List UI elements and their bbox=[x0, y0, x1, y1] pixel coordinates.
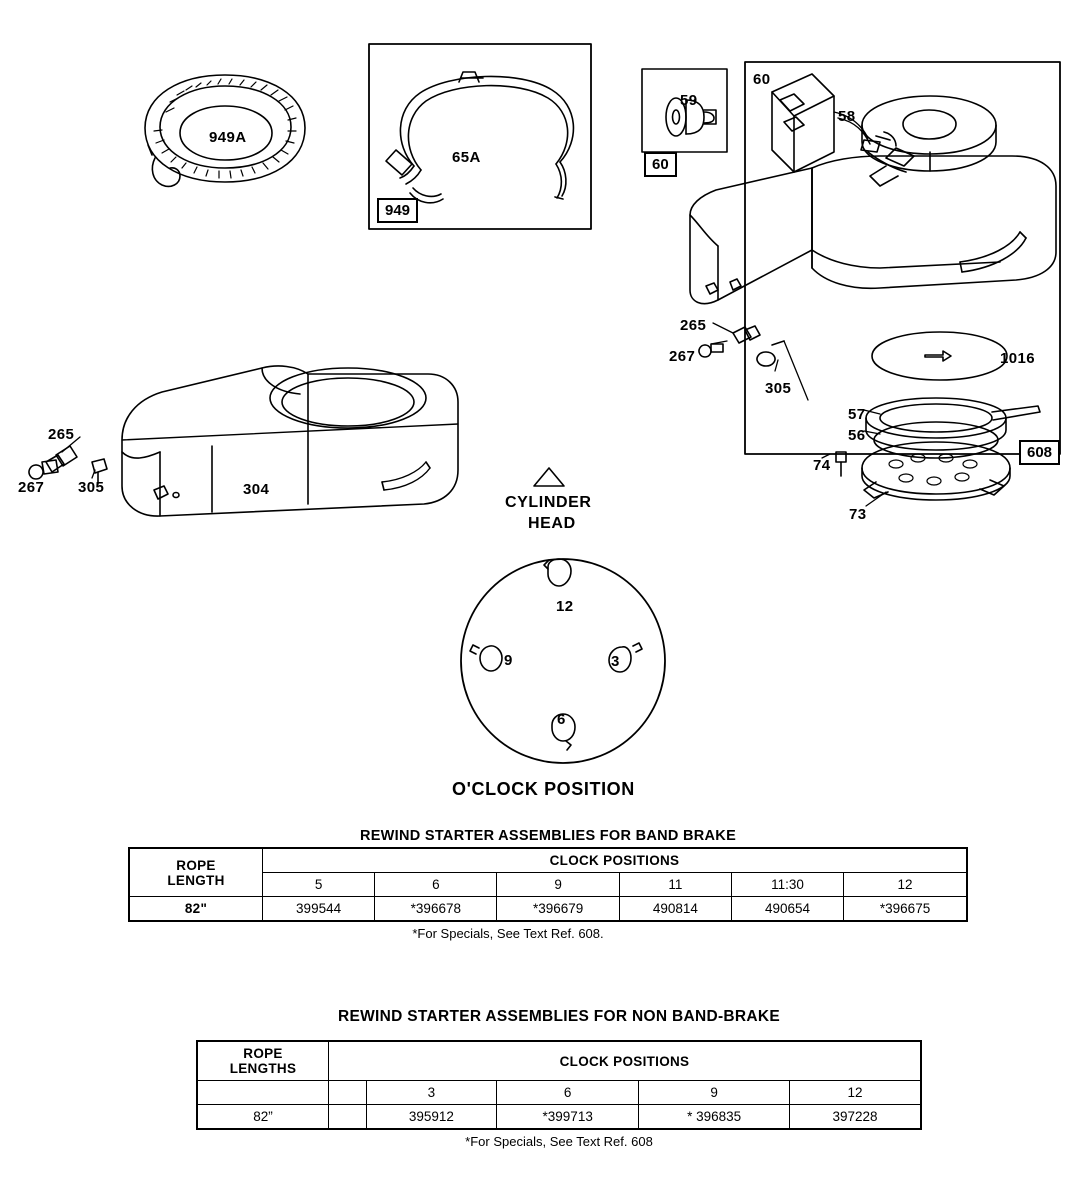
callout-73: 73 bbox=[849, 506, 867, 523]
callout-305-right: 305 bbox=[765, 380, 792, 397]
clock-pos-col-9: 9 bbox=[639, 1081, 790, 1105]
table-row bbox=[197, 1081, 921, 1105]
callout-65a: 65A bbox=[452, 149, 481, 166]
band-brake-table-title: REWIND STARTER ASSEMBLIES FOR BAND BRAKE bbox=[359, 828, 737, 844]
part-number-cell: *399713 bbox=[497, 1105, 639, 1130]
callout-265-right: 265 bbox=[680, 317, 707, 334]
non-band-brake-table-title: REWIND STARTER ASSEMBLIES FOR NON BAND-BRAKE bbox=[337, 1008, 781, 1025]
callout-267-left: 267 bbox=[18, 479, 45, 496]
rope-length-header bbox=[129, 848, 263, 897]
rope-lengths-header bbox=[197, 1041, 329, 1081]
part-number-cell: *396679 bbox=[497, 897, 619, 922]
cylinder-head-caption-line2: HEAD bbox=[528, 515, 576, 532]
non-band-brake-table-wrap bbox=[196, 1008, 922, 1149]
clock-pos-col-3: 3 bbox=[366, 1081, 496, 1105]
callout-305-left: 305 bbox=[78, 479, 105, 496]
part-number-cell: * 396835 bbox=[639, 1105, 790, 1130]
rope-length-header-line2: LENGTH bbox=[167, 872, 225, 888]
part-number-cell: 395912 bbox=[366, 1105, 496, 1130]
clock-pos-col-5: 5 bbox=[263, 873, 375, 897]
band-brake-table bbox=[128, 847, 968, 922]
clock-pos-col-11: 11 bbox=[619, 873, 731, 897]
rope-lengths-header-line1: ROPE bbox=[243, 1046, 283, 1061]
non-band-brake-footnote: *For Specials, See Text Ref. 608 bbox=[465, 1134, 653, 1149]
part-59-60-drawing bbox=[642, 69, 727, 152]
callout-304: 304 bbox=[243, 481, 270, 498]
part-number-cell: *396678 bbox=[375, 897, 497, 922]
clock-pos-col-12: 12 bbox=[789, 1081, 921, 1105]
callout-59: 59 bbox=[680, 92, 698, 109]
callout-57: 57 bbox=[848, 406, 866, 423]
part-number-cell: 490814 bbox=[619, 897, 731, 922]
clock-pos-col-6: 6 bbox=[497, 1081, 639, 1105]
callout-265-left: 265 bbox=[48, 426, 75, 443]
table-row bbox=[129, 897, 967, 922]
callout-56: 56 bbox=[848, 427, 866, 444]
clock-position-6: 6 bbox=[557, 711, 566, 728]
clock-pos-col-6: 6 bbox=[375, 873, 497, 897]
table-row bbox=[197, 1105, 921, 1130]
callout-267-right: 267 bbox=[669, 348, 696, 365]
callout-608: 608 bbox=[1019, 440, 1060, 465]
part-number-cell: 490654 bbox=[731, 897, 843, 922]
clock-positions-header: CLOCK POSITIONS bbox=[263, 848, 968, 873]
clock-position-12: 12 bbox=[556, 598, 574, 615]
spacer-cell bbox=[197, 1081, 329, 1105]
spacer-cell-3 bbox=[329, 1105, 367, 1130]
non-band-brake-table bbox=[196, 1040, 922, 1130]
table-row bbox=[197, 1041, 921, 1081]
rope-length-value: 82” bbox=[197, 1105, 329, 1130]
rope-length-header-line1: ROPE bbox=[176, 857, 216, 873]
rope-length-value: 82" bbox=[129, 897, 263, 922]
callout-60: 60 bbox=[753, 71, 771, 88]
band-brake-footnote: *For Specials, See Text Ref. 608. bbox=[412, 926, 604, 941]
cylinder-head-caption-line1: CYLINDER bbox=[505, 494, 592, 511]
callout-74: 74 bbox=[813, 457, 831, 474]
callout-58: 58 bbox=[838, 108, 856, 125]
callout-949a: 949A bbox=[209, 129, 247, 146]
callout-60-box: 60 bbox=[644, 152, 677, 177]
callout-949: 949 bbox=[377, 198, 418, 223]
part-number-cell: *396675 bbox=[844, 897, 967, 922]
oclock-position-caption: O'CLOCK POSITION bbox=[452, 779, 635, 799]
rope-lengths-header-line2: LENGTHS bbox=[229, 1061, 297, 1076]
clock-position-3: 3 bbox=[611, 653, 620, 670]
band-brake-table-wrap bbox=[128, 828, 968, 941]
part-number-cell: 399544 bbox=[263, 897, 375, 922]
blower-housing-drawing bbox=[690, 62, 1060, 506]
clock-positions-header: CLOCK POSITIONS bbox=[329, 1041, 922, 1081]
cylinder-head-arrow bbox=[534, 468, 564, 486]
callout-1016: 1016 bbox=[1000, 350, 1035, 367]
clock-pos-col-1130: 11:30 bbox=[731, 873, 843, 897]
clock-pos-col-12: 12 bbox=[844, 873, 967, 897]
part-number-cell: 397228 bbox=[789, 1105, 921, 1130]
clock-position-9: 9 bbox=[504, 652, 513, 669]
table-row bbox=[129, 848, 967, 873]
clock-dial-drawing bbox=[461, 559, 665, 763]
spacer-cell-2 bbox=[329, 1081, 367, 1105]
clock-pos-col-9: 9 bbox=[497, 873, 619, 897]
